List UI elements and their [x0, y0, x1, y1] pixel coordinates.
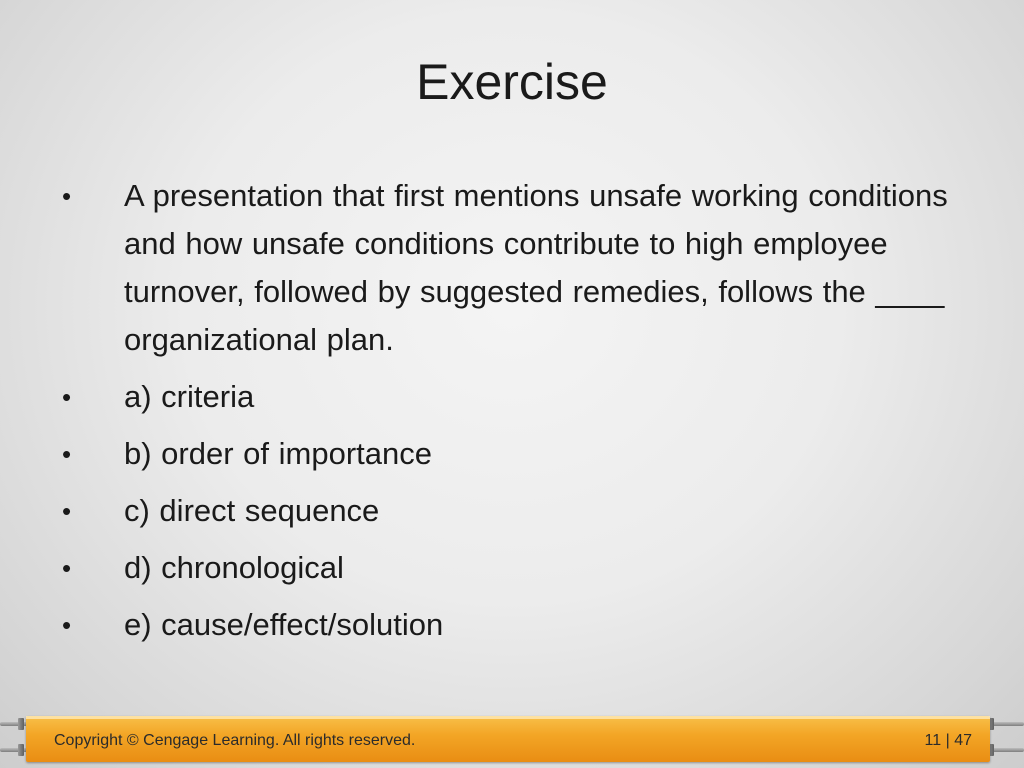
- slide-title: Exercise: [416, 54, 608, 110]
- bullet-marker: •: [62, 496, 72, 526]
- bullet-item-option-e: [60, 601, 960, 649]
- option-e-text: e) cause/effect/solution: [124, 607, 444, 642]
- footer: [0, 706, 1024, 768]
- bullet-item-option-a: [60, 373, 960, 421]
- option-a-text: a) criteria: [124, 379, 255, 414]
- rail-cap-decoration: [18, 718, 24, 730]
- bullet-marker: •: [62, 553, 72, 583]
- bullet-item-question: [60, 172, 960, 364]
- question-text: A presentation that first mentions unsafe working conditions and how unsafe conditions contribute to high employee turnover, followed by suggested remedies, follows the ____ organizational plan.: [124, 178, 948, 357]
- option-b-text: b) order of importance: [124, 436, 432, 471]
- bullet-marker: •: [62, 610, 72, 640]
- bullet-item-option-b: [60, 430, 960, 478]
- bullet-list: [60, 172, 960, 658]
- copyright-text: Copyright © Cengage Learning. All rights reserved.: [54, 732, 416, 749]
- option-d-text: d) chronological: [124, 550, 344, 585]
- bullet-marker: •: [62, 181, 72, 211]
- option-c-text: c) direct sequence: [124, 493, 380, 528]
- bullet-marker: •: [62, 382, 72, 412]
- rail-cap-decoration: [18, 744, 24, 756]
- bullet-item-option-d: [60, 544, 960, 592]
- bullet-item-option-c: [60, 487, 960, 535]
- page-number: 11 | 47: [924, 732, 972, 749]
- bullet-marker: •: [62, 439, 72, 469]
